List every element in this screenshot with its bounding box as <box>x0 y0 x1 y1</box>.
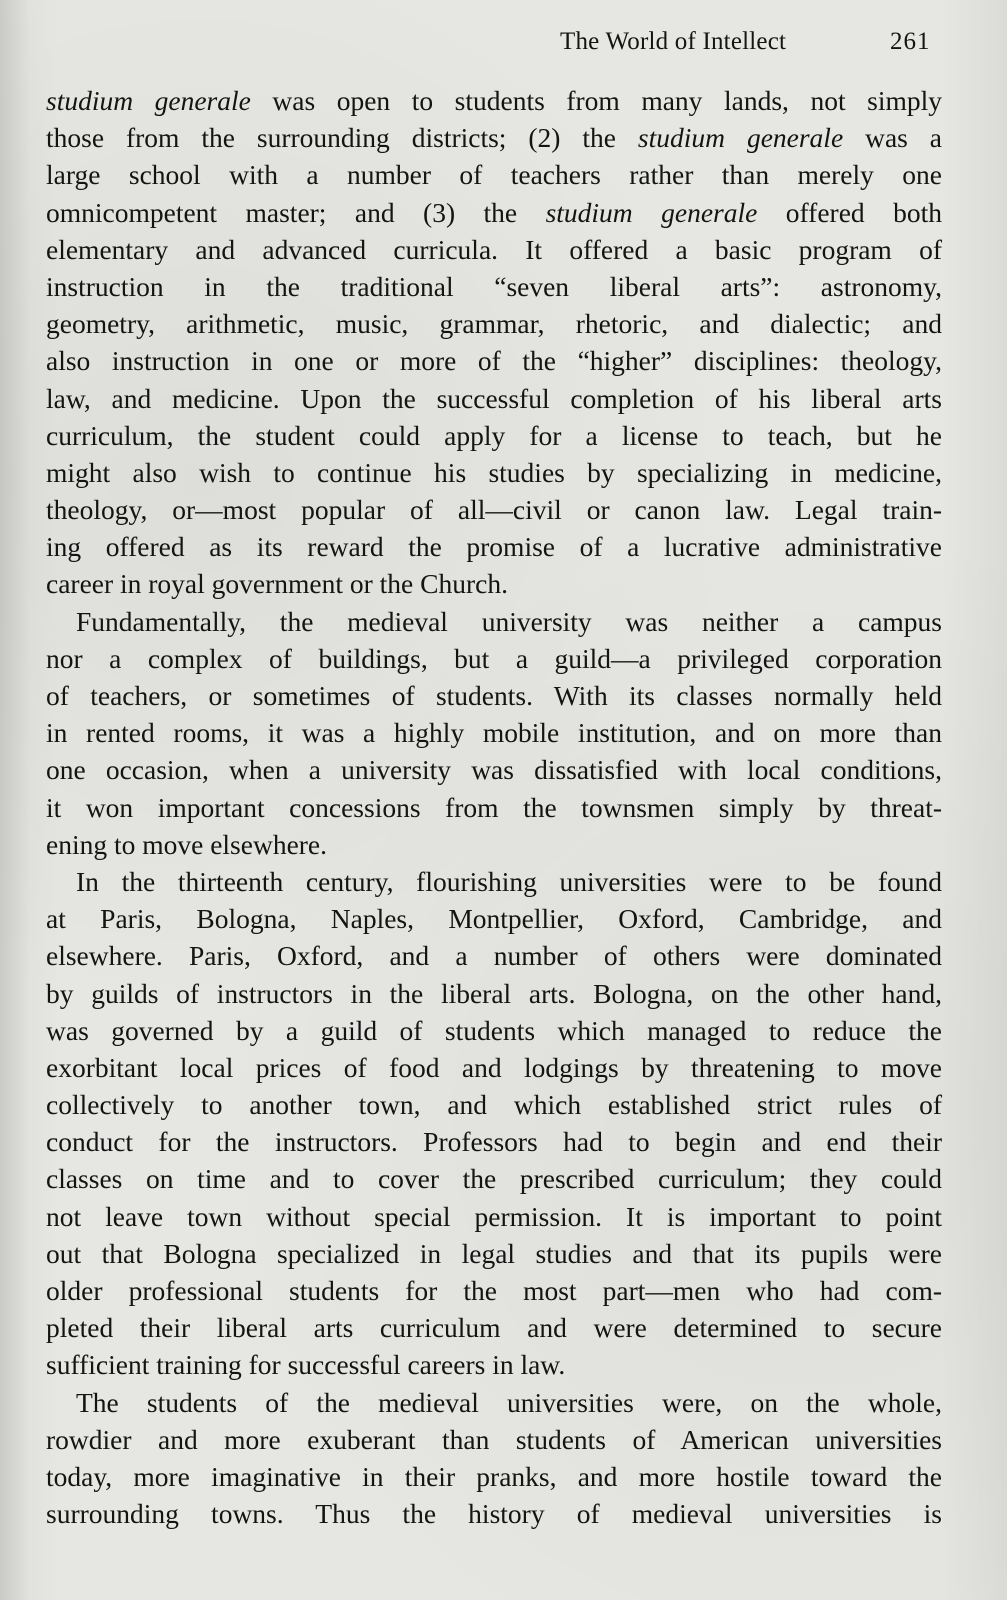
text-line-content <box>46 82 942 119</box>
text-line-content <box>46 119 942 156</box>
text-line <box>46 380 942 417</box>
text-line <box>46 491 942 528</box>
text-segment: curriculum, the student could apply for a license to teach, but he <box>46 419 942 451</box>
text-segment: out that Bologna specialized in legal studies and that its pupils were <box>46 1237 942 1269</box>
text-line-content <box>46 380 942 417</box>
text-line-content <box>46 565 942 602</box>
text-line-content <box>46 751 942 788</box>
text-line-content <box>76 1384 942 1421</box>
text-line-content <box>46 231 942 268</box>
text-line <box>46 454 942 491</box>
text-line <box>46 863 942 900</box>
text-line <box>46 1384 942 1421</box>
text-line-content <box>46 1012 942 1049</box>
text-line <box>46 1012 942 1049</box>
text-line <box>46 1495 942 1532</box>
body-text <box>46 82 942 1532</box>
text-line <box>46 1272 942 1309</box>
text-segment: collectively to another town, and which established strict rules of <box>46 1089 942 1121</box>
text-line-content <box>46 528 942 565</box>
text-line <box>46 1049 942 1086</box>
text-line-content <box>46 714 942 751</box>
italic-term: studium generale <box>545 196 758 228</box>
text-segment: Fundamentally, the medieval university was neither a campus <box>76 605 942 637</box>
text-segment: exorbitant local prices of food and lodgings by threatening to move <box>46 1051 942 1083</box>
text-line <box>46 1309 942 1346</box>
text-line-content <box>46 1049 942 1086</box>
text-line-content <box>46 1421 942 1458</box>
text-segment: those from the surrounding districts; (2) the <box>46 122 638 154</box>
text-segment: today, more imaginative in their pranks, and more hostile toward the <box>46 1460 942 1492</box>
text-segment: also instruction in one or more of the “higher” disciplines: theology, <box>46 345 942 377</box>
text-segment: instruction in the traditional “seven liberal arts”: astronomy, <box>46 270 942 302</box>
text-line <box>46 231 942 268</box>
text-line-content <box>76 863 942 900</box>
text-segment: classes on time and to cover the prescribed curriculum; they could <box>46 1163 942 1195</box>
text-line-content <box>46 1458 942 1495</box>
text-line-content <box>46 1346 942 1383</box>
text-segment: pleted their liberal arts curriculum and were determined to secure <box>46 1312 942 1344</box>
text-line <box>46 677 942 714</box>
text-segment: in rented rooms, it was a highly mobile institution, and on more than <box>46 717 942 749</box>
text-line <box>46 156 942 193</box>
text-line-content <box>46 454 942 491</box>
text-line <box>46 1421 942 1458</box>
text-line-content <box>46 900 942 937</box>
text-line <box>46 714 942 751</box>
text-segment: law, and medicine. Upon the successful completion of his liberal arts <box>46 382 942 414</box>
text-line-content <box>46 1086 942 1123</box>
text-segment: theology, or—most popular of all—civil or canon law. Legal train- <box>46 494 942 526</box>
text-segment: was open to students from many lands, not simply <box>250 85 942 116</box>
text-segment: it won important concessions from the townsmen simply by threat- <box>46 791 942 823</box>
running-head-title: The World of Intellect <box>560 28 787 55</box>
running-head <box>560 28 940 64</box>
text-line <box>46 789 942 826</box>
text-line <box>46 119 942 156</box>
text-segment: conduct for the instructors. Professors had to begin and end their <box>46 1126 942 1158</box>
text-segment: sufficient training for successful careers in law. <box>46 1349 566 1381</box>
text-line <box>46 1346 942 1383</box>
text-line <box>46 1086 942 1123</box>
text-segment: by guilds of instructors in the liberal arts. Bologna, on the other hand, <box>46 977 942 1009</box>
text-segment: offered both <box>757 196 942 228</box>
text-line-content <box>46 1495 942 1532</box>
text-line <box>46 640 942 677</box>
text-segment: large school with a number of teachers rather than merely one <box>46 159 942 191</box>
text-line <box>46 751 942 788</box>
text-segment: elsewhere. Paris, Oxford, and a number of others were dominated <box>46 940 942 972</box>
text-line-content <box>46 677 942 714</box>
text-line-content <box>46 156 942 193</box>
text-line <box>46 268 942 305</box>
text-segment: ening to move elsewhere. <box>46 828 328 860</box>
text-segment: one occasion, when a university was dissatisfied with local conditions, <box>46 754 942 786</box>
text-line-content <box>46 1272 942 1309</box>
text-line <box>46 342 942 379</box>
text-line-content <box>46 1123 942 1160</box>
text-segment: nor a complex of buildings, but a guild—a privileged corporation <box>46 642 942 674</box>
text-segment: surrounding towns. Thus the history of medieval universities is <box>46 1498 942 1530</box>
text-segment: was governed by a guild of students which managed to reduce the <box>46 1014 942 1046</box>
text-line <box>46 937 942 974</box>
text-segment: geometry, arithmetic, music, grammar, rhetoric, and dialectic; and <box>46 308 942 340</box>
italic-term: studium generale <box>637 122 844 154</box>
text-segment: The students of the medieval universities were, on the whole, <box>76 1386 942 1418</box>
text-line-content <box>46 975 942 1012</box>
page-number: 261 <box>890 28 931 55</box>
text-line-content <box>46 640 942 677</box>
text-segment: of teachers, or sometimes of students. With its classes normally held <box>46 680 942 711</box>
text-line <box>46 603 942 640</box>
text-line <box>46 528 942 565</box>
text-line-content <box>46 1309 942 1346</box>
text-line <box>46 1458 942 1495</box>
text-line-content <box>46 305 942 342</box>
text-line <box>46 1198 942 1235</box>
text-line-content <box>46 1160 942 1197</box>
text-line-content <box>76 603 942 640</box>
text-segment: at Paris, Bologna, Naples, Montpellier, Oxford, Cambridge, and <box>46 903 942 935</box>
text-segment: elementary and advanced curricula. It offered a basic program of <box>46 233 942 265</box>
text-line <box>46 826 942 863</box>
text-line-content <box>46 342 942 379</box>
text-line-content <box>46 268 942 305</box>
text-segment: was a <box>843 122 942 154</box>
text-line <box>46 1235 942 1272</box>
text-line-content <box>46 1235 942 1272</box>
text-segment: might also wish to continue his studies by specializing in medicine, <box>46 456 942 488</box>
text-line-content <box>46 417 942 454</box>
text-line <box>46 975 942 1012</box>
text-line <box>46 82 942 119</box>
text-line <box>46 417 942 454</box>
text-line <box>46 900 942 937</box>
text-line <box>46 305 942 342</box>
text-segment: career in royal government or the Church. <box>46 568 508 600</box>
text-line-content <box>46 194 942 231</box>
text-segment: In the thirteenth century, flourishing universities were to be found <box>76 865 942 897</box>
text-segment: omnicompetent master; and (3) the <box>46 196 546 228</box>
text-segment: rowdier and more exuberant than students of American universities <box>46 1423 942 1455</box>
text-line-content <box>46 937 942 974</box>
text-line <box>46 565 942 602</box>
text-line <box>46 1123 942 1160</box>
text-line-content <box>46 789 942 826</box>
text-line <box>46 1160 942 1197</box>
text-line-content <box>46 826 942 863</box>
text-segment: not leave town without special permission. It is important to point <box>46 1200 942 1232</box>
text-line-content <box>46 1198 942 1235</box>
italic-term: studium generale <box>46 85 251 116</box>
text-segment: older professional students for the most part—men who had com- <box>46 1275 942 1306</box>
text-line <box>46 194 942 231</box>
text-line-content <box>46 491 942 528</box>
text-segment: ing offered as its reward the promise of a lucrative administrative <box>46 531 942 563</box>
